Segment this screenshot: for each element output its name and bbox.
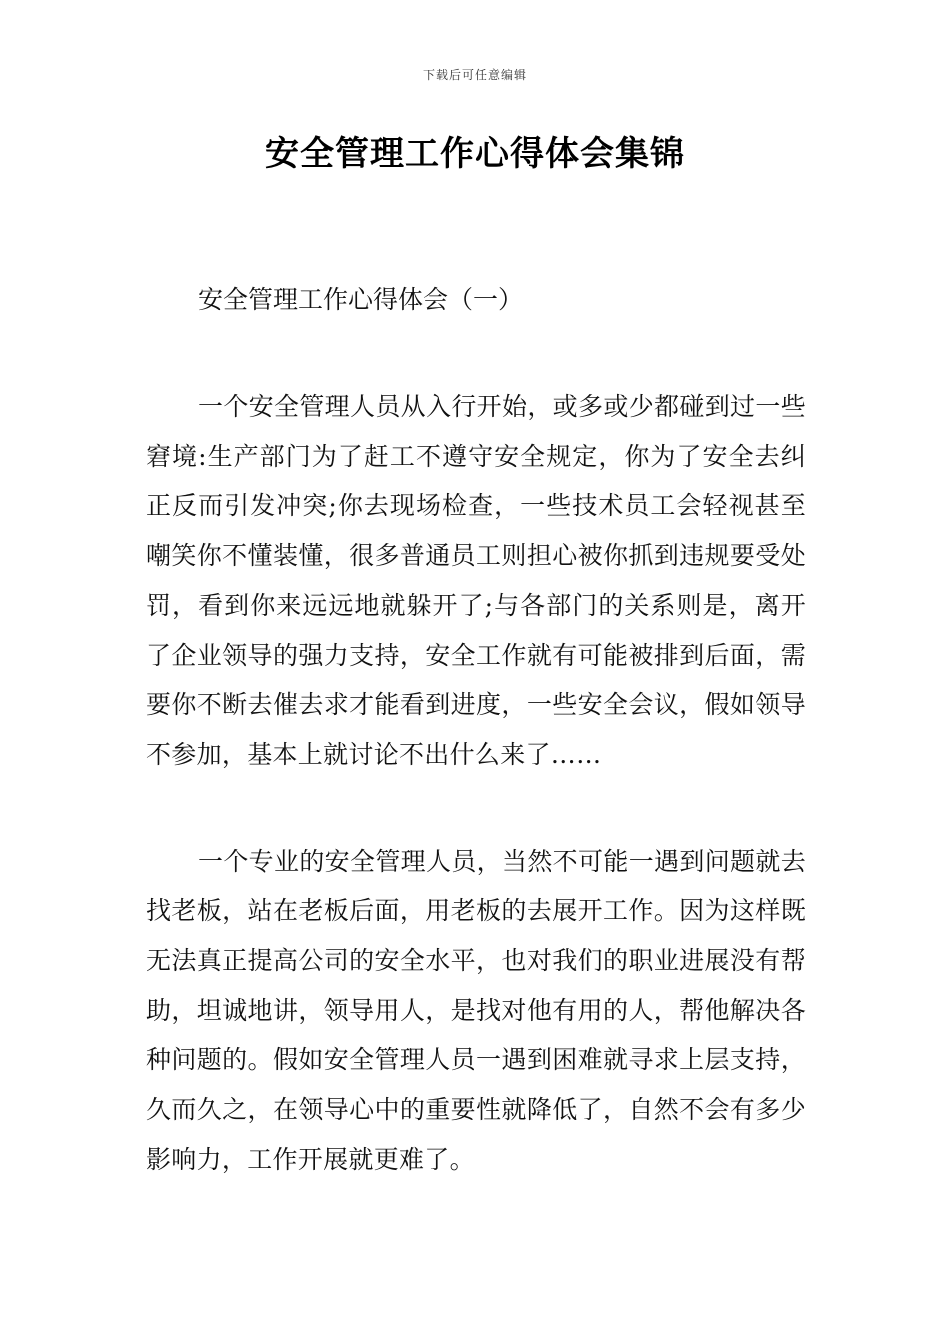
paragraph-2: 一个专业的安全管理人员，当然不可能一遇到问题就去找老板，站在老板后面，用老板的去展开工作。因为这样既无法真正提高公司的安全水平，也对我们的职业进展没有帮助，坦诚地讲，领导用人，是找对他有用的人，帮他解决各种问题的。假如安全管理人员一遇到困难就寻求上层支持，久而久之，在领导心中的重要性就降低了，自然不会有多少影响力，工作开展就更难了。 — [146, 846, 806, 1174]
paragraph-1: 一个安全管理人员从入行开始，或多或少都碰到过一些窘境:生产部门为了赶工不遵守安全规定，你为了安全去纠正反而引发冲突;你去现场检查，一些技术员工会轻视甚至嘲笑你不懂装懂，很多普通员工则担心被你抓到违规要受处罚，看到你来远远地就躲开了;与各部门的关系则是，离开了企业领导的强力支持，安全工作就有可能被排到后面，需要你不断去催去求才能看到进度，一些安全会议，假如领导不参加，基本上就讨论不出什么来了…… — [146, 392, 806, 769]
section-heading: 安全管理工作心得体会（一） — [198, 285, 524, 314]
header-note: 下载后可任意编辑 — [422, 68, 527, 82]
document-title: 安全管理工作心得体会集锦 — [265, 134, 685, 174]
document-body — [146, 280, 806, 1242]
